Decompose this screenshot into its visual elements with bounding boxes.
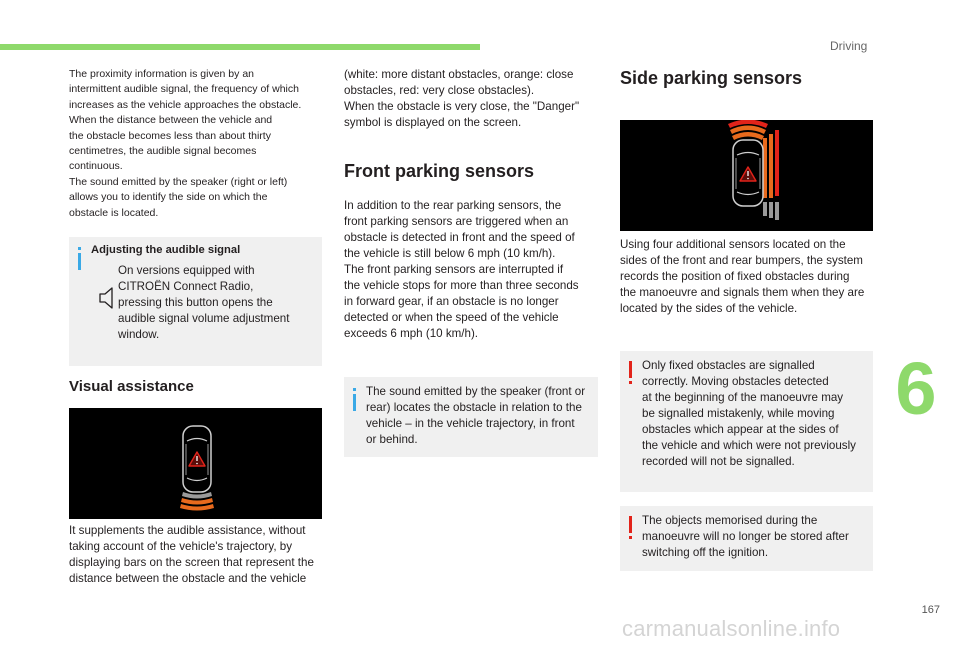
text-line: The sound emitted by the speaker (front or [366, 385, 586, 398]
text-line: The proximity information is given by an [69, 68, 254, 80]
warning-text [642, 513, 872, 561]
text-line: allows you to identify the side on which the [69, 191, 268, 204]
text-line: audible signal volume adjustment [118, 312, 290, 325]
text-line: rear) locates the obstacle in relation to the [366, 401, 582, 414]
text-line: CITROËN Connect Radio, [118, 280, 254, 293]
text-line: obstacles which appear at the sides of [642, 423, 839, 436]
text-line: exceeds 6 mph (10 km/h). [344, 327, 479, 340]
side-sensors-image [620, 120, 873, 231]
side-parking-sensors-text [620, 237, 882, 317]
visual-assistance-heading: Visual assistance [69, 378, 194, 395]
page-number: 167 [921, 604, 940, 616]
text-line: continuous. [69, 160, 123, 173]
text-line: located by the sides of the vehicle. [620, 302, 798, 315]
text-line: the vehicle stops for more than three seconds [344, 279, 579, 292]
text-line: intermittent audible signal, the frequency of which [69, 83, 299, 96]
chapter-color-bar [0, 44, 480, 50]
text-line: On versions equipped with [118, 264, 255, 277]
text-line: The front parking sensors are interrupted if [344, 263, 564, 276]
text-line: symbol is displayed on the screen. [344, 116, 522, 129]
text-line: When the obstacle is very close, the "Danger" [344, 100, 580, 113]
text-line: at the beginning of the manoeuvre may [642, 391, 844, 404]
visual-assistance-image [69, 408, 322, 519]
text-line: displaying bars on the screen that represent the [69, 556, 314, 569]
text-line: When the distance between the vehicle and [69, 114, 273, 127]
danger-triangle-icon [740, 167, 756, 181]
chapter-number: 6 [895, 347, 937, 430]
text-line: be signalled mistakenly, while moving [642, 407, 835, 420]
section-title: Driving [830, 39, 868, 53]
text-line: taking account of the vehicle's trajectory, by [69, 540, 293, 553]
text-line: centimetres, the audible signal becomes [69, 145, 257, 158]
watermark: carmanualsonline.info [622, 616, 841, 641]
text-line: vehicle – in the vehicle trajectory, in front [366, 417, 575, 430]
intro-paragraph [69, 67, 331, 221]
speaker-icon [99, 286, 115, 310]
text-line: in forward gear, if an obstacle is no longer [344, 295, 559, 308]
text-line: switching off the ignition. [642, 546, 769, 559]
right-side-sensor-bars [763, 130, 779, 198]
text-line: sides of the front and rear bumpers, the system [620, 254, 863, 267]
front-parking-sensors-heading: Front parking sensors [344, 161, 535, 181]
text-line: Only fixed obstacles are signalled [642, 359, 815, 372]
text-line: The objects memorised during the [642, 514, 818, 527]
text-line: Using four additional sensors located on the [620, 238, 846, 251]
text-line: (white: more distant obstacles, orange: close [344, 68, 574, 81]
text-line: It supplements the audible assistance, without [69, 524, 306, 537]
text-line: recorded will not be signalled. [642, 455, 795, 468]
side-parking-sensors-heading: Side parking sensors [620, 68, 803, 88]
text-line: the vehicle and which were not previously [642, 439, 856, 452]
text-line: obstacle is located. [69, 206, 159, 219]
visual-assistance-text [69, 523, 331, 587]
text-line: window. [118, 328, 160, 341]
text-line: manoeuvre will no longer be stored after [642, 530, 849, 543]
danger-triangle-icon [189, 452, 205, 466]
text-line: the vehicle is still below 6 mph (10 km/h). [344, 247, 556, 260]
rear-right-sensor-bars [763, 202, 779, 220]
front-parking-sensors-text [344, 198, 604, 342]
info-box-text [366, 384, 596, 448]
warning-text [642, 358, 872, 470]
text-line: correctly. Moving obstacles detected [642, 375, 829, 388]
info-box-title: Adjusting the audible signal [91, 244, 241, 256]
text-line: detected or when the speed of the vehicle [344, 311, 559, 324]
text-line: the manoeuvre and signals them when they are [620, 286, 865, 299]
front-sensor-bars [728, 120, 768, 140]
text-line: obstacles, red: very close obstacles). [344, 84, 535, 97]
text-line: or behind. [366, 433, 418, 446]
text-line: pressing this button opens the [118, 296, 273, 309]
text-line: In addition to the rear parking sensors, the [344, 199, 562, 212]
info-box-audible-signal [69, 237, 322, 366]
text-line: obstacle is detected in front and the speed of [344, 231, 575, 244]
text-line: The sound emitted by the speaker (right or left) [69, 175, 288, 188]
visual-assistance-continued [344, 67, 604, 131]
text-line: front parking sensors are triggered when an [344, 215, 569, 228]
text-line: the obstacle becomes less than about thirty [69, 129, 271, 142]
warning-box-memorised-objects [620, 506, 873, 571]
warning-box-fixed-obstacles [620, 351, 873, 492]
text-line: records the position of fixed obstacles during [620, 270, 850, 283]
rear-sensor-bars [180, 492, 214, 511]
info-box-speaker [344, 377, 598, 457]
text-line: distance between the obstacle and the vehicle [69, 572, 307, 585]
info-box-text [118, 263, 318, 343]
text-line: increases as the vehicle approaches the obstacle. [69, 98, 302, 111]
